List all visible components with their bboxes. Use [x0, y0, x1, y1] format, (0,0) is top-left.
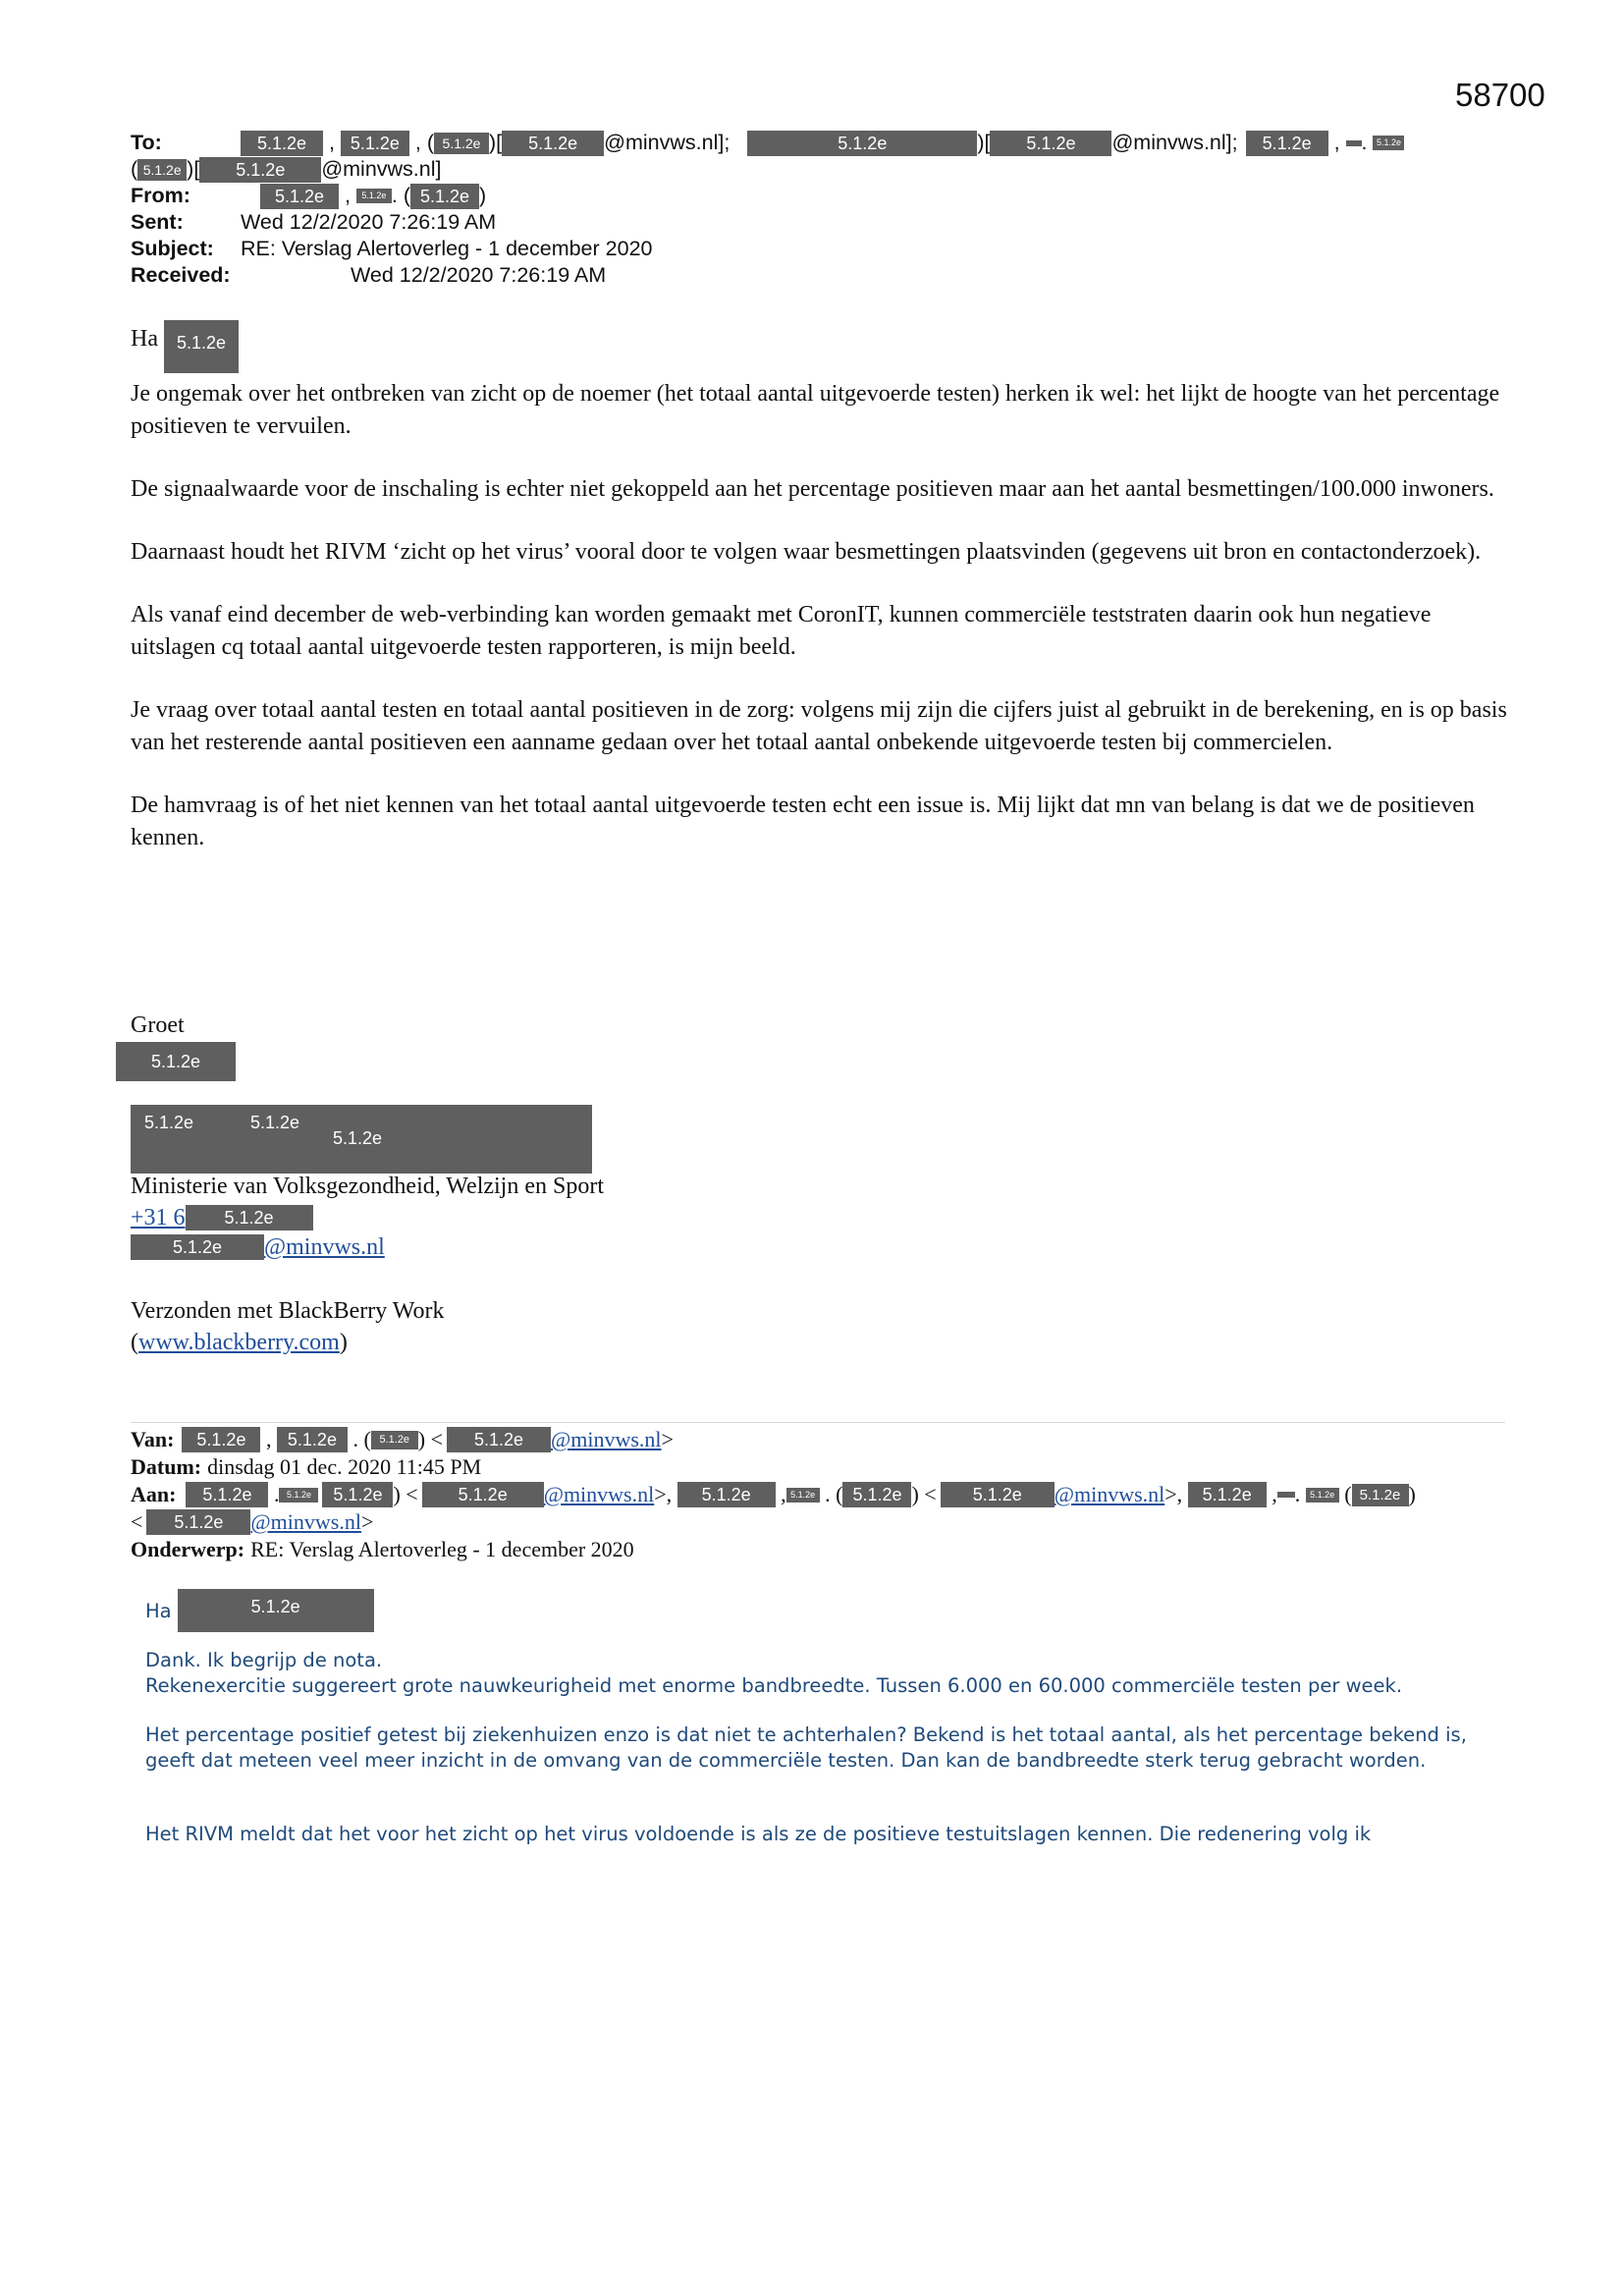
aan-email-link-2[interactable]: @minvws.nl [1054, 1482, 1165, 1506]
paragraph: Daarnaast houdt het RIVM ‘zicht op het virus’ vooral door te volgen waar besmettingen plaatsvinden (gegevens uit bron en contactonderzoek). [131, 539, 1482, 565]
separator-line [131, 1422, 1505, 1423]
redaction-box: 5.1.2e [447, 1427, 551, 1452]
redaction-box: 5.1.2e [241, 131, 323, 156]
paragraph: Je ongemak over het ontbreken van zicht op de noemer (het totaal aantal uitgevoerde testen) herken ik wel: het lijkt de hoogte van het percentage positieven te vervuilen. [131, 381, 1500, 439]
redaction-box: 5.1.2e [186, 1205, 313, 1230]
quoted-paragraph: Het RIVM meldt dat het voor het zicht op het virus voldoende is als ze de positieve testuitslagen kennen. Die redenering volg ik [145, 1823, 1372, 1845]
redaction-box: 5.1.2e [356, 189, 392, 203]
received-label: Received: [131, 263, 231, 287]
greeting-text: Ha [131, 325, 158, 352]
redaction-box: 5.1.2e [502, 131, 604, 156]
redaction-box: 5.1.2e [1306, 1488, 1339, 1503]
redaction-block [131, 1105, 592, 1174]
van-label: Van: [131, 1427, 175, 1451]
to-domain-2: @minvws.nl]; [1111, 131, 1238, 154]
quoted-paragraph: Rekenexercitie suggereert grote nauwkeurigheid met enorme bandbreedte. Tussen 6.000 en 60.000 commerciële testen per week. [145, 1673, 1403, 1697]
datum-label: Datum: [131, 1454, 202, 1479]
datum-row [131, 1453, 1544, 1481]
redaction-box: 5.1.2e [1352, 1484, 1409, 1506]
redaction-box: 5.1.2e [786, 1488, 820, 1503]
sent-row [131, 209, 1544, 236]
to-row: To: 5.1.2e , 5.1.2e , ( 5.1.2e )[ 5.1.2e @minvws.nl]; 5.1.2e )[ 5.1.2e @minvws.nl]; 5.1.2e , . 5.1.2e [131, 130, 1544, 156]
redaction-box: 5.1.2e [137, 159, 187, 181]
email-link[interactable]: @minvws.nl [264, 1234, 385, 1260]
quoted-paragraph: Dank. Ik begrijp de nota. [145, 1649, 383, 1671]
email-row [131, 1231, 385, 1263]
to-domain-3: @minvws.nl] [321, 157, 442, 181]
redaction-label: 5.1.2e [250, 1113, 300, 1132]
document-number: 58700 [1455, 77, 1545, 113]
quoted-greeting-text: Ha [145, 1599, 172, 1622]
redaction-box: 5.1.2e [186, 1482, 268, 1507]
onderwerp-row [131, 1536, 1544, 1563]
subject-row [131, 236, 1544, 262]
subject-value: RE: Verslag Alertoverleg - 1 december 2020 [241, 237, 653, 260]
aan-label: Aan: [131, 1482, 177, 1506]
redaction-box: 5.1.2e [146, 1509, 250, 1535]
redaction-box: 5.1.2e [131, 1234, 264, 1260]
to-label: To: [131, 131, 162, 154]
redaction-box: 5.1.2e [279, 1488, 318, 1503]
redaction-box [1277, 1492, 1295, 1498]
sent-value: Wed 12/2/2020 7:26:19 AM [241, 210, 497, 234]
signature-closing: Groet [131, 1012, 185, 1038]
redaction-box: 5.1.2e [371, 1431, 418, 1449]
from-row: From: 5.1.2e , 5.1.2e . ( 5.1.2e ) [131, 184, 487, 207]
onderwerp-label: Onderwerp: [131, 1537, 245, 1561]
redaction-box: 5.1.2e [677, 1482, 776, 1507]
sent-with: Verzonden met BlackBerry Work [131, 1298, 445, 1324]
redaction-box: 5.1.2e [322, 1482, 393, 1507]
redaction-label: 5.1.2e [333, 1128, 383, 1148]
subject-label: Subject: [131, 237, 214, 260]
redaction-box: 5.1.2e [422, 1482, 544, 1507]
paragraph: De hamvraag is of het niet kennen van het totaal aantal uitgevoerde testen echt een issue is. Mij lijkt dat mn van belang is dat we de positieven kennen. [131, 793, 1475, 850]
forwarded-header [131, 1426, 1544, 1563]
redaction-box: 5.1.2e [116, 1042, 236, 1081]
redaction-box: 5.1.2e [434, 133, 489, 154]
phone-row [131, 1202, 313, 1233]
from-label: From: [131, 184, 190, 207]
ministry-name: Ministerie van Volksgezondheid, Welzijn en Sport [131, 1174, 605, 1199]
van-email-link[interactable]: @minvws.nl [551, 1427, 662, 1451]
paragraph: Je vraag over totaal aantal testen en totaal aantal positieven in de zorg: volgens mij zijn die cijfers juist al gebruikt in de berekening, en is op basis van het resterende aantal positieven een aanname gedaan over het totaal aantal onbekende uitgevoerde testen bij commercielen. [131, 697, 1507, 755]
redaction-box: 5.1.2e [182, 1427, 260, 1452]
received-value: Wed 12/2/2020 7:26:19 AM [351, 263, 607, 287]
redaction-box: 5.1.2e [277, 1427, 348, 1452]
redaction-label: 5.1.2e [144, 1113, 194, 1132]
redaction-box: 5.1.2e [1246, 131, 1328, 156]
redaction-box: 5.1.2e [410, 184, 479, 209]
phone-link[interactable]: +31 6 [131, 1205, 186, 1230]
redaction-box: 5.1.2e [842, 1482, 911, 1507]
redaction-box [1346, 140, 1362, 146]
redaction-box: 5.1.2e [341, 131, 409, 156]
onderwerp-value: RE: Verslag Alertoverleg - 1 december 2020 [250, 1537, 634, 1561]
redaction-box: 5.1.2e [1188, 1482, 1267, 1507]
aan-row: Aan: 5.1.2e . 5.1.2e 5.1.2e ) < 5.1.2e @minvws.nl >, 5.1.2e , 5.1.2e . ( 5.1.2e ) < 5.1.2e @minvws.nl >, 5.1.2e , . 5.1.2e ( 5.1.2e ) [131, 1482, 1416, 1506]
aan-email-link-1[interactable]: @minvws.nl [543, 1482, 655, 1506]
quoted-body [145, 1648, 1500, 1847]
datum-value: dinsdag 01 dec. 2020 11:45 PM [207, 1454, 482, 1479]
redaction-box: 5.1.2e [178, 1589, 374, 1632]
paragraph: De signaalwaarde voor de inschaling is echter niet gekoppeld aan het percentage positieven maar aan het aantal besmettingen/100.000 inwoners. [131, 476, 1494, 502]
sent-label: Sent: [131, 210, 184, 234]
aan-email-link-3[interactable]: @minvws.nl [250, 1509, 361, 1534]
greeting [131, 312, 239, 365]
website-row: (www.blackberry.com) [131, 1330, 348, 1355]
received-row [131, 262, 1544, 289]
to-domain-1: @minvws.nl]; [604, 131, 731, 154]
redaction-box: 5.1.2e [260, 184, 339, 209]
redaction-box: 5.1.2e [747, 131, 977, 156]
redaction-box: 5.1.2e [199, 157, 321, 183]
to-row-continued: ( 5.1.2e )[ 5.1.2e @minvws.nl] [131, 157, 442, 181]
email-header [131, 130, 1544, 289]
email-body [131, 378, 1515, 854]
redaction-box: 5.1.2e [164, 320, 239, 373]
website-link[interactable]: www.blackberry.com [138, 1330, 340, 1355]
van-row: Van: 5.1.2e , 5.1.2e . ( 5.1.2e ) < 5.1.2e @minvws.nl > [131, 1427, 674, 1451]
quoted-greeting [145, 1589, 374, 1632]
quoted-paragraph: Het percentage positief getest bij ziekenhuizen enzo is dat niet te achterhalen? Bekend is het totaal aantal, als het percentage bekend is, geeft dat meteen veel meer inzicht in de omvang van de commerciële testen. Dan kan de bandbreedte sterk terug gebracht worden. [145, 1723, 1467, 1772]
paragraph: Als vanaf eind december de web-verbinding kan worden gemaakt met CoronIT, kunnen commerciële teststraten daarin ook hun negatieve uitslagen cq totaal aantal uitgevoerde testen rapporteren, is mijn beeld. [131, 602, 1432, 660]
redaction-box: 5.1.2e [941, 1482, 1055, 1507]
redaction-box: 5.1.2e [1373, 136, 1404, 150]
aan-row-continued: < 5.1.2e @minvws.nl > [131, 1509, 374, 1534]
redaction-box: 5.1.2e [990, 131, 1111, 156]
